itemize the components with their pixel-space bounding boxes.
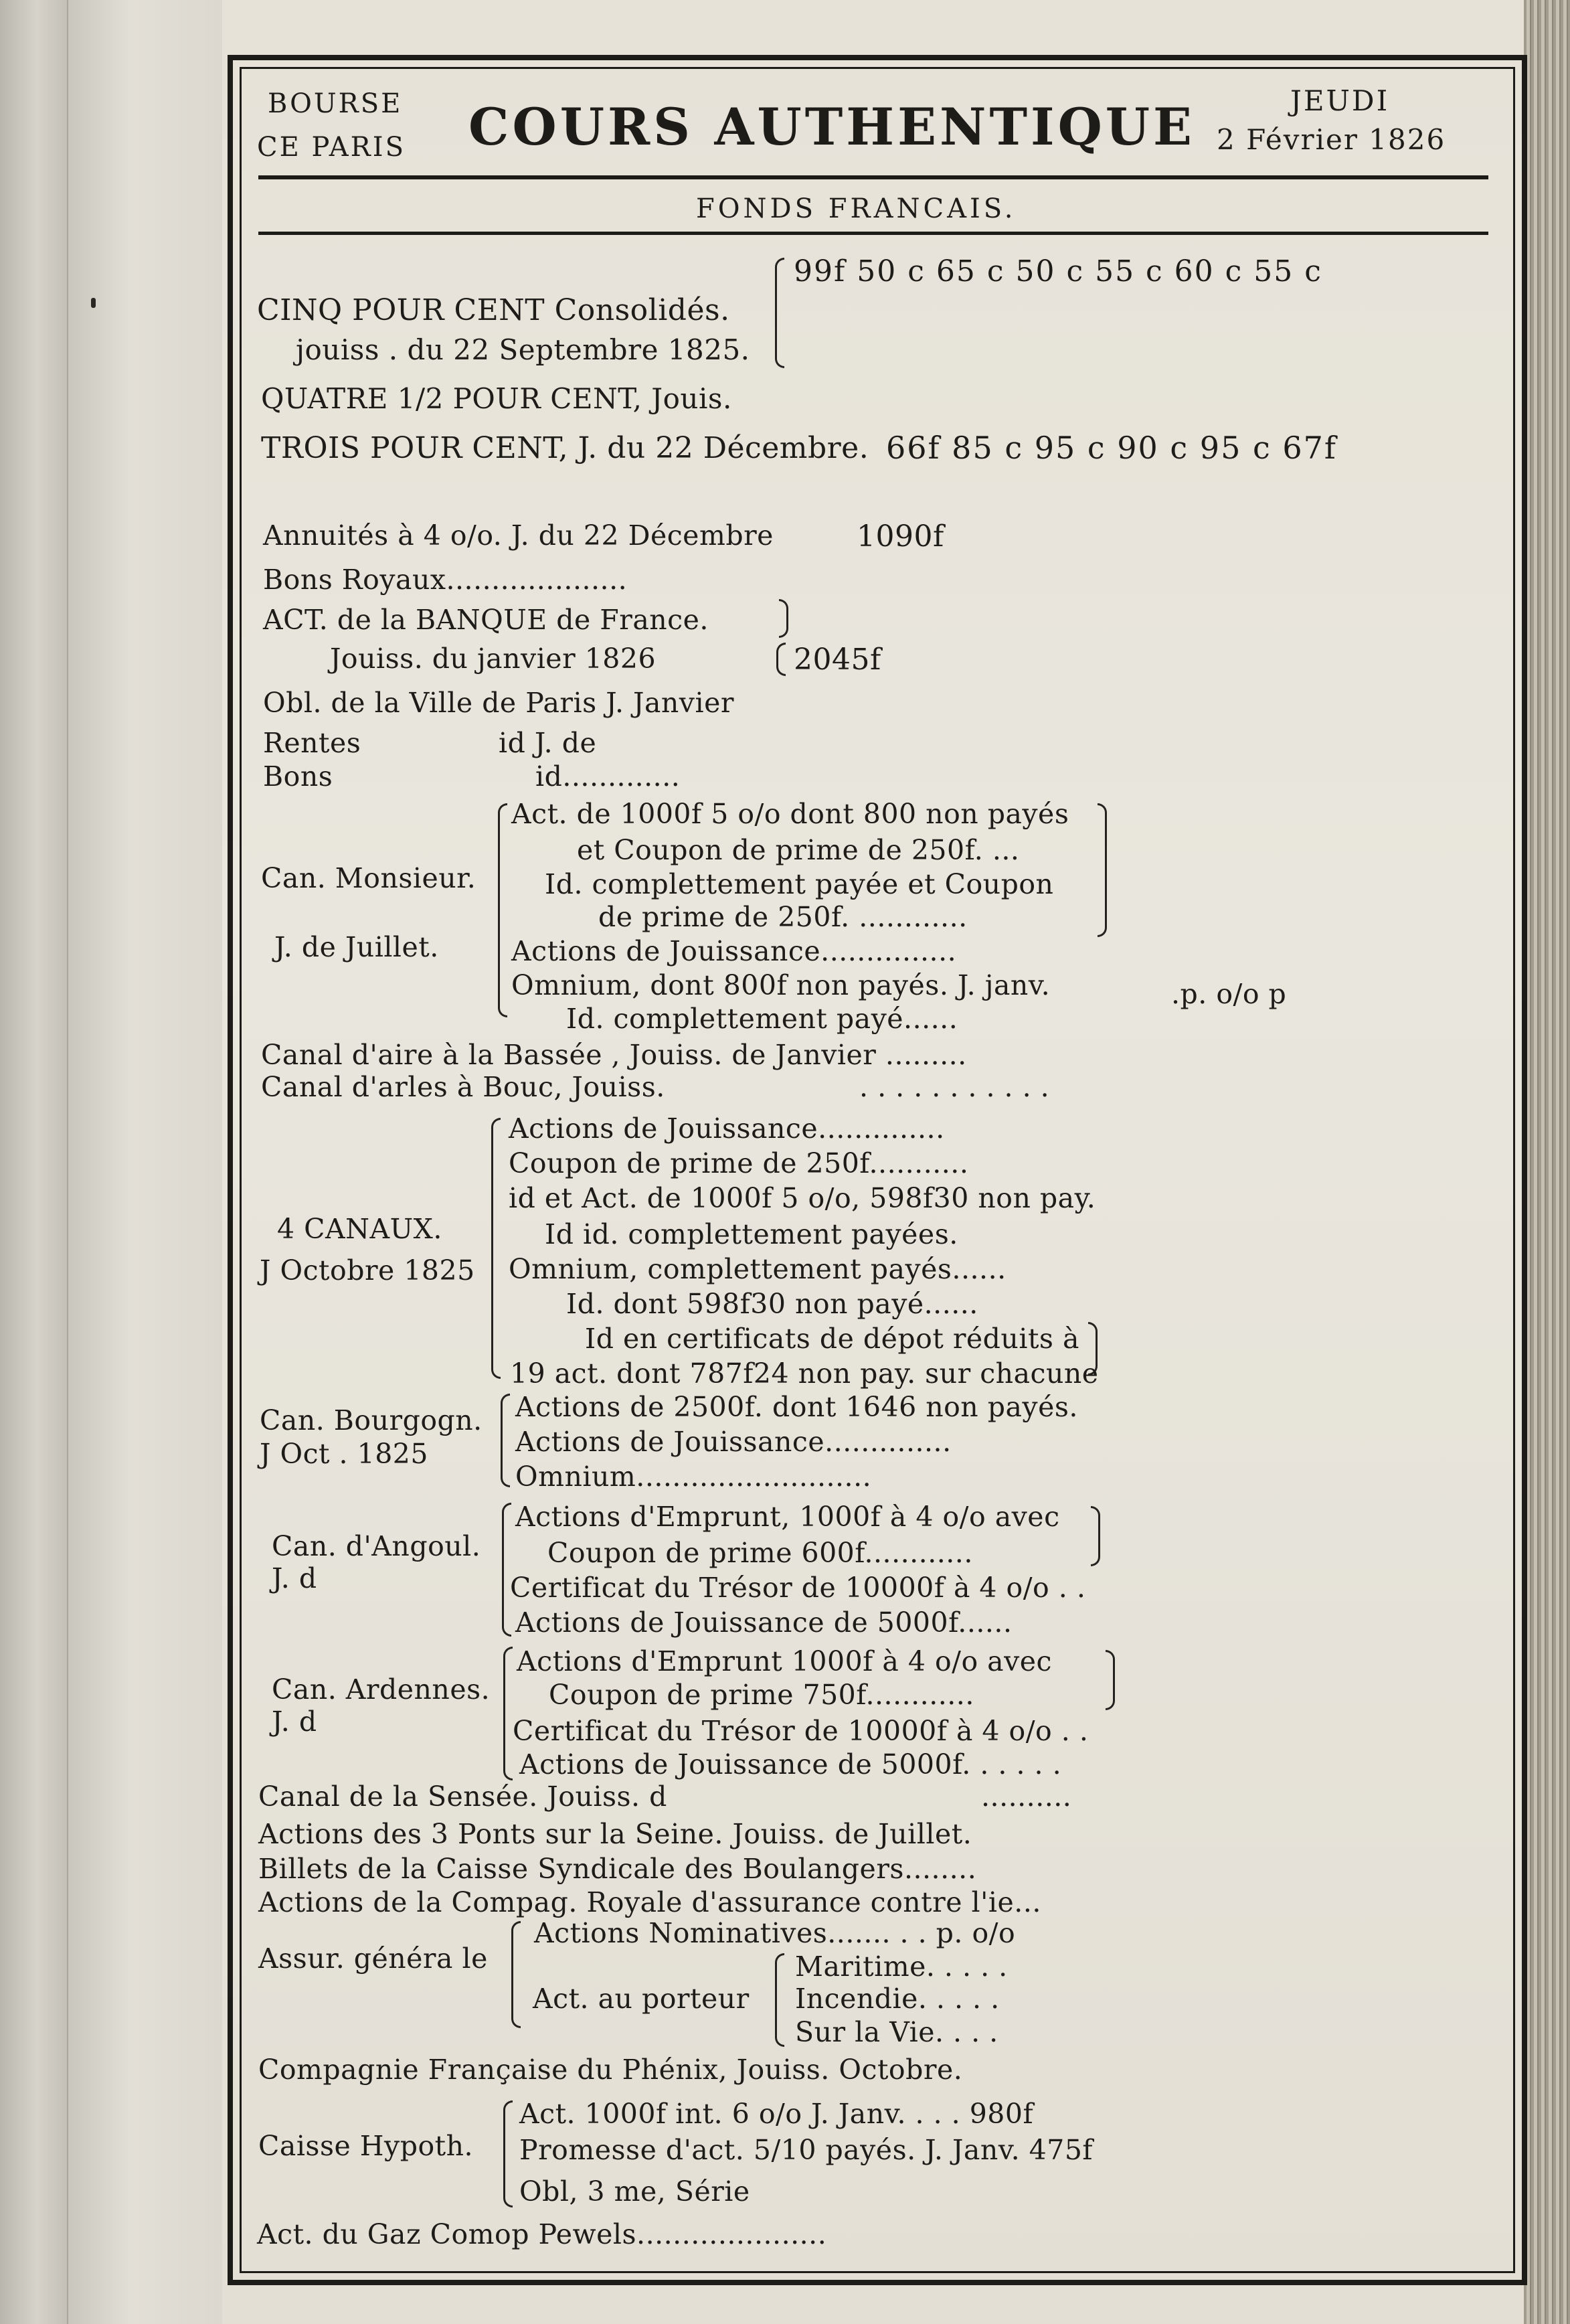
obl-ville: Obl. de la Ville de Paris J. Janvier — [263, 687, 734, 719]
brace-porteur — [775, 1953, 784, 2047]
brace-bourgogne — [501, 1394, 510, 1487]
bourgogne-line-3: Omnium.......................... — [515, 1461, 872, 1493]
quatre-canaux-line-7: Id en certificats de dépot réduits à — [585, 1323, 1079, 1355]
hypotheque-line-2: Promesse d'act. 5/10 payés. J. Janv. 475f — [519, 2134, 1094, 2166]
brace-angouleme-right — [1091, 1506, 1100, 1566]
brace-cinq — [775, 258, 784, 368]
monsieur-line-5: Actions de Jouissance............... — [511, 935, 957, 967]
bourgogne-line-2: Actions de Jouissance.............. — [515, 1426, 952, 1458]
canal-aire: Canal d'aire à la Bassée , Jouiss. de Janvier ......... — [261, 1039, 967, 1071]
quatre-canaux-line-5: Omnium, complettement payés...... — [509, 1253, 1007, 1285]
banque-jouiss: Jouiss. du janvier 1826 — [330, 643, 657, 675]
annuites-price: 1090f — [857, 519, 944, 554]
quatre-canaux-line-1: Actions de Jouissance.............. — [509, 1112, 945, 1145]
brace-banque-bottom — [776, 643, 786, 676]
monsieur-line-1: Act. de 1000f 5 o/o dont 800 non payés — [511, 798, 1069, 830]
quatre-canaux-line-3: id et Act. de 1000f 5 o/o, 598f30 non pay. — [509, 1182, 1096, 1214]
assurance-vie: Sur la Vie. . . . — [795, 2016, 998, 2048]
hypotheque-label: Caisse Hypoth. — [258, 2130, 474, 2162]
trois-label: TROIS POUR CENT, J. du 22 Décembre. — [261, 431, 869, 465]
ardennes-line-2: Coupon de prime 750f............ — [549, 1679, 974, 1711]
bourse-line1: BOURSE — [268, 88, 403, 119]
monsieur-label: Can. Monsieur. — [261, 862, 476, 894]
angouleme-label: Can. d'Angoul. — [272, 1530, 481, 1562]
brace-monsieur — [498, 803, 507, 1017]
monsieur-price: .p. o/o p — [1171, 978, 1287, 1010]
cinq-prices: 99f 50 c 65 c 50 c 55 c 60 c 55 c — [794, 254, 1322, 288]
bourse-line2: CE PARIS — [257, 132, 406, 163]
monsieur-jouiss: J. de Juillet. — [274, 931, 439, 963]
canal-sensee: Canal de la Sensée. Jouiss. d — [258, 1780, 667, 1813]
phenix: Compagnie Française du Phénix, Jouiss. Octobre. — [258, 2054, 963, 2086]
canal-arles: Canal d'arles à Bouc, Jouiss. — [261, 1071, 665, 1103]
brace-ardennes — [503, 1647, 513, 1780]
brace-monsieur-right — [1098, 803, 1107, 937]
brace-quatre-canaux — [491, 1118, 501, 1379]
quatre-canaux-line-8: 19 act. dont 787f24 non pay. sur chacune — [510, 1357, 1099, 1390]
bons-label: Bons — [263, 760, 333, 793]
quatre-canaux-jouiss: J Octobre 1825 — [260, 1254, 475, 1286]
quatre-canaux-label: 4 CANAUX. — [277, 1213, 442, 1245]
angouleme-line-3: Certificat du Trésor de 10000f à 4 o/o . . — [510, 1572, 1086, 1604]
quatre-label: QUATRE 1/2 POUR CENT, Jouis. — [261, 382, 732, 415]
cinq-label: CINQ POUR CENT Consolidés. — [257, 293, 730, 327]
angouleme-jouiss: J. d — [272, 1562, 317, 1594]
annuites-label: Annuités à 4 o/o. J. du 22 Décembre — [263, 519, 774, 552]
assurance-label: Assur. généra le — [258, 1942, 488, 1975]
book-spine — [0, 0, 67, 2324]
quatre-canaux-line-6: Id. dont 598f30 non payé...... — [566, 1288, 978, 1320]
rentes-label: Rentes — [263, 727, 361, 759]
monsieur-line-6: Omnium, dont 800f non payés. J. janv. — [511, 969, 1051, 1001]
hypotheque-line-1: Act. 1000f int. 6 o/o J. Janv. . . . 980f — [519, 2098, 1034, 2130]
trois-prices: 66f 85 c 95 c 90 c 95 c 67f — [886, 430, 1337, 466]
monsieur-line-4: de prime de 250f. ............ — [598, 901, 968, 933]
quatre-canaux-line-2: Coupon de prime de 250f........... — [509, 1147, 969, 1179]
banque-price: 2045f — [794, 643, 881, 677]
date: 2 Février 1826 — [1217, 123, 1446, 156]
quatre-canaux-line-4: Id id. complettement payées. — [545, 1218, 958, 1250]
assurance-incendie: Incendie. . . . . — [795, 1983, 1000, 2015]
ponts: Actions des 3 Ponts sur la Seine. Jouiss. de Juillet. — [258, 1818, 972, 1850]
page-title: COURS AUTHENTIQUE — [468, 97, 1195, 157]
brace-banque-top — [779, 599, 788, 638]
billets: Billets de la Caisse Syndicale des Boulangers........ — [258, 1853, 977, 1885]
canal-arles-dots: . . . . . . . . . . . — [859, 1071, 1050, 1103]
page-edges — [1524, 0, 1570, 2324]
canal-sensee-dots: .......... — [981, 1780, 1072, 1813]
assurance-nominatives: Actions Nominatives....... . . p. o/o — [534, 1917, 1016, 1949]
header-rule-top — [258, 175, 1488, 179]
bourgogne-jouiss: J Oct . 1825 — [260, 1438, 428, 1470]
bons-id: id............. — [535, 760, 681, 793]
weekday: JEUDI — [1290, 84, 1390, 117]
header-rule-bottom — [258, 232, 1488, 235]
bourgogne-line-1: Actions de 2500f. dont 1646 non payés. — [515, 1391, 1078, 1423]
monsieur-line-2: et Coupon de prime de 250f. ... — [577, 834, 1020, 866]
hypotheque-line-3: Obl, 3 me, Série — [519, 2175, 750, 2208]
rentes-id: id J. de — [499, 727, 597, 759]
monsieur-line-3: Id. complettement payée et Coupon — [545, 868, 1054, 900]
angouleme-line-2: Coupon de prime 600f............ — [547, 1537, 973, 1569]
angouleme-line-4: Actions de Jouissance de 5000f...... — [515, 1606, 1013, 1639]
ardennes-label: Can. Ardennes. — [272, 1673, 491, 1706]
page-gutter — [67, 0, 224, 2324]
assurance-maritime: Maritime. . . . . — [795, 1950, 1008, 1983]
bons-royaux: Bons Royaux.................... — [263, 564, 628, 596]
ardennes-jouiss: J. d — [272, 1706, 317, 1738]
ardennes-line-1: Actions d'Emprunt 1000f à 4 o/o avec — [517, 1645, 1053, 1677]
angouleme-line-1: Actions d'Emprunt, 1000f à 4 o/o avec — [515, 1501, 1060, 1533]
compag-royale: Actions de la Compag. Royale d'assurance contre l'ie... — [258, 1886, 1041, 1918]
ardennes-line-3: Certificat du Trésor de 10000f à 4 o/o . . — [513, 1715, 1089, 1747]
brace-angouleme — [502, 1503, 511, 1637]
brace-assurance — [511, 1921, 521, 2028]
section-title: FONDS FRANCAIS. — [696, 193, 1017, 224]
brace-hypotheque — [503, 2100, 513, 2208]
cinq-jouiss: jouiss . du 22 Septembre 1825. — [296, 333, 750, 366]
ardennes-line-4: Actions de Jouissance de 5000f. . . . . . — [519, 1748, 1062, 1780]
banque-label: ACT. de la BANQUE de France. — [263, 604, 709, 636]
ink-spot — [91, 298, 96, 308]
assurance-porteur: Act. au porteur — [533, 1983, 750, 2015]
monsieur-line-7: Id. complettement payé...... — [566, 1003, 958, 1035]
bourgogne-label: Can. Bourgogn. — [260, 1404, 483, 1436]
gaz: Act. du Gaz Comop Pewels..................... — [257, 2218, 827, 2250]
brace-ardennes-right — [1106, 1650, 1115, 1710]
